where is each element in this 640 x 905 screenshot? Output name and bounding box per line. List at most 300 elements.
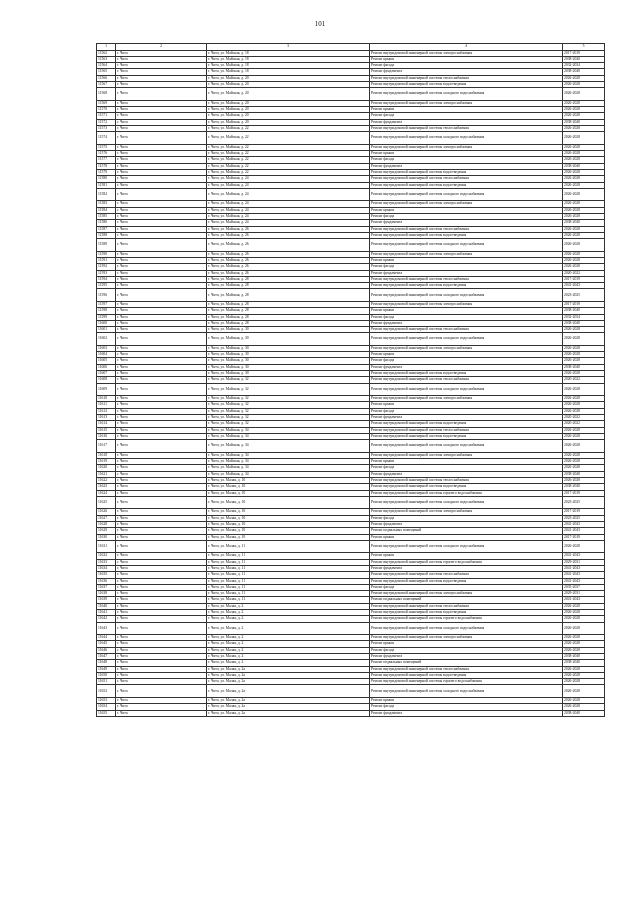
row-number-cell: 11589 — [97, 239, 116, 252]
period-cell: 2026-2028 — [563, 666, 605, 672]
row-number-cell: 11643 — [97, 622, 116, 635]
address-cell: г. Чита, ул. Майская, д. 24 — [207, 176, 370, 182]
row-number-cell: 11625 — [97, 496, 116, 509]
address-cell: г. Чита, ул. Майская, д. 18 — [207, 69, 370, 75]
address-cell: г. Чита, ул. Майская, д. 22 — [207, 125, 370, 131]
period-cell: 2038-2040 — [563, 119, 605, 125]
address-cell: г. Чита, ул. Майская, д. 28 — [207, 308, 370, 314]
period-cell: 2026-2028 — [563, 169, 605, 175]
row-number-cell: 11586 — [97, 220, 116, 226]
municipality-cell: г. Чита — [116, 107, 207, 113]
period-cell: 2026-2028 — [563, 81, 605, 87]
period-cell: 2026-2028 — [563, 459, 605, 465]
municipality-cell: г. Чита — [116, 653, 207, 659]
municipality-cell: г. Чита — [116, 75, 207, 81]
address-cell: г. Чита, ул. Майская, д. 30 — [207, 352, 370, 358]
address-cell: г. Чита, ул. Малая, д. 10 — [207, 484, 370, 490]
row-number-cell: 11573 — [97, 125, 116, 131]
address-cell: г. Чита, ул. Малая, д. 11 — [207, 597, 370, 603]
row-number-cell: 11591 — [97, 257, 116, 263]
work-type-cell: Ремонт внутридомовой инженерной системы холодного водоснабжения — [370, 540, 563, 553]
address-cell: г. Чита, ул. Майская, д. 20 — [207, 75, 370, 81]
period-cell: 2041-2043 — [563, 553, 605, 559]
row-number-cell: 11610 — [97, 396, 116, 402]
address-cell: г. Чита, ул. Малая, д. 2 — [207, 616, 370, 622]
municipality-cell: г. Чита — [116, 100, 207, 106]
row-number-cell: 11644 — [97, 635, 116, 641]
work-type-cell: Ремонт внутридомовой инженерной системы электроснабжения — [370, 251, 563, 257]
work-type-cell: Ремонт внутридомовой инженерной системы электроснабжения — [370, 396, 563, 402]
address-cell: г. Чита, ул. Малая, д. 2а — [207, 710, 370, 716]
period-cell: 2038-2040 — [563, 220, 605, 226]
row-number-cell: 11587 — [97, 226, 116, 232]
work-type-cell: Ремонт фасада — [370, 264, 563, 270]
period-cell: 2020-2022 — [563, 377, 605, 383]
row-number-cell: 11639 — [97, 597, 116, 603]
address-cell: г. Чита, ул. Майская, д. 34 — [207, 433, 370, 439]
municipality-cell: г. Чита — [116, 584, 207, 590]
municipality-cell: г. Чита — [116, 383, 207, 396]
municipality-cell: г. Чита — [116, 622, 207, 635]
row-number-cell: 11638 — [97, 591, 116, 597]
municipality-cell: г. Чита — [116, 679, 207, 685]
period-cell: 2017-2019 — [563, 50, 605, 56]
work-type-cell: Ремонт фасада — [370, 704, 563, 710]
table-row — [97, 188, 605, 201]
municipality-cell: г. Чита — [116, 188, 207, 201]
period-cell: 2029-2031 — [563, 591, 605, 597]
work-type-cell: Ремонт фундамента — [370, 415, 563, 421]
municipality-cell: г. Чита — [116, 685, 207, 698]
table-row — [97, 710, 605, 716]
municipality-cell: г. Чита — [116, 63, 207, 69]
row-number-cell: 11607 — [97, 371, 116, 377]
period-cell: 2038-2040 — [563, 56, 605, 62]
row-number-cell: 11640 — [97, 603, 116, 609]
row-number-cell: 11649 — [97, 666, 116, 672]
period-cell: 2026-2028 — [563, 113, 605, 119]
municipality-cell: г. Чита — [116, 515, 207, 521]
period-cell: 2026-2028 — [563, 704, 605, 710]
municipality-cell: г. Чита — [116, 264, 207, 270]
municipality-cell: г. Чита — [116, 660, 207, 666]
municipality-cell: г. Чита — [116, 471, 207, 477]
municipality-cell: г. Чита — [116, 421, 207, 427]
table-row — [97, 132, 605, 145]
period-cell: 2023-2025 — [563, 289, 605, 302]
municipality-cell: г. Чита — [116, 251, 207, 257]
address-cell: г. Чита, ул. Майская, д. 34 — [207, 459, 370, 465]
row-number-cell: 11574 — [97, 132, 116, 145]
municipality-cell: г. Чита — [116, 157, 207, 163]
period-cell: 2026-2028 — [563, 603, 605, 609]
period-cell: 2032-2034 — [563, 314, 605, 320]
row-number-cell: 11636 — [97, 578, 116, 584]
work-type-cell: Ремонт крыши — [370, 107, 563, 113]
work-type-cell: Ремонт фасада — [370, 314, 563, 320]
period-cell: 2038-2040 — [563, 69, 605, 75]
address-cell: г. Чита, ул. Майская, д. 18 — [207, 63, 370, 69]
address-cell: г. Чита, ул. Майская, д. 28 — [207, 276, 370, 282]
work-type-cell: Ремонт внутридомовой инженерной системы холодного водоснабжения — [370, 333, 563, 346]
address-cell: г. Чита, ул. Майская, д. 30 — [207, 371, 370, 377]
municipality-cell: г. Чита — [116, 553, 207, 559]
period-cell: 2017-2019 — [563, 301, 605, 307]
row-number-cell: 11604 — [97, 352, 116, 358]
row-number-cell: 11588 — [97, 232, 116, 238]
row-number-cell: 11600 — [97, 320, 116, 326]
municipality-cell: г. Чита — [116, 666, 207, 672]
address-cell: г. Чита, ул. Майская, д. 20 — [207, 107, 370, 113]
period-cell: 2020-2022 — [563, 270, 605, 276]
address-cell: г. Чита, ул. Майская, д. 22 — [207, 169, 370, 175]
work-type-cell: Ремонт фундамента — [370, 163, 563, 169]
address-cell: г. Чита, ул. Майская, д. 22 — [207, 151, 370, 157]
address-cell: г. Чита, ул. Малая, д. 2 — [207, 641, 370, 647]
work-type-cell: Ремонт внутридомовой инженерной системы теплоснабжения — [370, 125, 563, 131]
period-cell: 2026-2028 — [563, 622, 605, 635]
table-row — [97, 383, 605, 396]
work-type-cell: Ремонт крыши — [370, 207, 563, 213]
municipality-cell: г. Чита — [116, 459, 207, 465]
period-cell: 2038-2040 — [563, 320, 605, 326]
work-type-cell: Ремонт внутридомовой инженерной системы электроснабжения — [370, 144, 563, 150]
address-cell: г. Чита, ул. Майская, д. 28 — [207, 301, 370, 307]
work-type-cell: Ремонт крыши — [370, 257, 563, 263]
period-cell: 2026-2028 — [563, 75, 605, 81]
municipality-cell: г. Чита — [116, 528, 207, 534]
work-type-cell: Ремонт внутридомовой инженерной системы электроснабжения — [370, 591, 563, 597]
municipality-cell: г. Чита — [116, 213, 207, 219]
period-cell: 2026-2028 — [563, 232, 605, 238]
municipality-cell: г. Чита — [116, 559, 207, 565]
work-type-cell: Ремонт внутридомовой инженерной системы электроснабжения — [370, 509, 563, 515]
work-type-cell: Ремонт фундамента — [370, 710, 563, 716]
address-cell: г. Чита, ул. Майская, д. 20 — [207, 113, 370, 119]
municipality-cell: г. Чита — [116, 333, 207, 346]
address-cell: г. Чита, ул. Малая, д. 2 — [207, 609, 370, 615]
period-cell: 2026-2028 — [563, 433, 605, 439]
address-cell: г. Чита, ул. Майская, д. 34 — [207, 427, 370, 433]
period-cell: 2026-2028 — [563, 201, 605, 207]
page-number: 101 — [314, 20, 326, 28]
municipality-cell: г. Чита — [116, 226, 207, 232]
work-type-cell: Ремонт фасада — [370, 408, 563, 414]
table-row — [97, 540, 605, 553]
period-cell: 2026-2028 — [563, 402, 605, 408]
address-cell: г. Чита, ул. Майская, д. 26 — [207, 264, 370, 270]
row-number-cell: 11632 — [97, 553, 116, 559]
municipality-cell: г. Чита — [116, 641, 207, 647]
work-type-cell: Ремонт внутридомовой инженерной системы электроснабжения — [370, 635, 563, 641]
period-cell: 2026-2028 — [563, 157, 605, 163]
work-type-cell: Ремонт крыши — [370, 151, 563, 157]
municipality-cell: г. Чита — [116, 113, 207, 119]
address-cell: г. Чита, ул. Малая, д. 2 — [207, 603, 370, 609]
address-cell: г. Чита, ул. Малая, д. 2а — [207, 704, 370, 710]
row-number-cell: 11567 — [97, 81, 116, 87]
period-cell: 2026-2028 — [563, 697, 605, 703]
work-type-cell: Ремонт фасада — [370, 213, 563, 219]
period-cell: 2041-2043 — [563, 283, 605, 289]
municipality-cell: г. Чита — [116, 270, 207, 276]
address-cell: г. Чита, ул. Малая, д. 11 — [207, 559, 370, 565]
row-number-cell: 11577 — [97, 157, 116, 163]
work-type-cell: Ремонт внутридомовой инженерной системы холодного водоснабжения — [370, 685, 563, 698]
work-type-cell: Ремонт внутридомовой инженерной системы электроснабжения — [370, 201, 563, 207]
row-number-cell: 11652 — [97, 685, 116, 698]
row-number-cell: 11627 — [97, 515, 116, 521]
table-row — [97, 622, 605, 635]
work-type-cell: Ремонт внутридомовой инженерной системы теплоснабжения — [370, 226, 563, 232]
row-number-cell: 11622 — [97, 477, 116, 483]
work-type-cell: Ремонт фундамента — [370, 220, 563, 226]
row-number-cell: 11578 — [97, 163, 116, 169]
address-cell: г. Чита, ул. Майская, д. 32 — [207, 383, 370, 396]
municipality-cell: г. Чита — [116, 647, 207, 653]
work-type-cell: Ремонт фасада — [370, 647, 563, 653]
municipality-cell: г. Чита — [116, 144, 207, 150]
municipality-cell: г. Чита — [116, 201, 207, 207]
period-cell: 2026-2028 — [563, 107, 605, 113]
municipality-cell: г. Чита — [116, 283, 207, 289]
work-type-cell: Ремонт внутридомовой инженерной системы водоотведения — [370, 484, 563, 490]
work-type-cell: Ремонт фундамента — [370, 521, 563, 527]
work-type-cell: Ремонт фасада — [370, 113, 563, 119]
address-cell: г. Чита, ул. Майская, д. 32 — [207, 408, 370, 414]
work-type-cell: Ремонт внутридомовой инженерной системы теплоснабжения — [370, 176, 563, 182]
row-number-cell: 11605 — [97, 358, 116, 364]
period-cell: 2023-2025 — [563, 515, 605, 521]
row-number-cell: 11609 — [97, 383, 116, 396]
row-number-cell: 11654 — [97, 704, 116, 710]
period-cell: 2020-2022 — [563, 415, 605, 421]
row-number-cell: 11585 — [97, 213, 116, 219]
address-cell: г. Чита, ул. Майская, д. 20 — [207, 100, 370, 106]
row-number-cell: 11566 — [97, 75, 116, 81]
address-cell: г. Чита, ул. Майская, д. 30 — [207, 345, 370, 351]
period-cell: 2026-2028 — [563, 477, 605, 483]
address-cell: г. Чита, ул. Майская, д. 20 — [207, 88, 370, 101]
row-number-cell: 11584 — [97, 207, 116, 213]
address-cell: г. Чита, ул. Малая, д. 2 — [207, 660, 370, 666]
address-cell: г. Чита, ул. Майская, д. 22 — [207, 163, 370, 169]
period-cell: 2041-2043 — [563, 597, 605, 603]
table-row — [97, 440, 605, 453]
municipality-cell: г. Чита — [116, 182, 207, 188]
row-number-cell: 11575 — [97, 144, 116, 150]
work-type-cell: Ремонт внутридомовой инженерной системы электроснабжения — [370, 100, 563, 106]
work-type-cell: Ремонт внутридомовой инженерной системы водоотведения — [370, 283, 563, 289]
municipality-cell: г. Чита — [116, 427, 207, 433]
period-cell: 2026-2028 — [563, 257, 605, 263]
work-type-cell: Ремонт фундамента — [370, 119, 563, 125]
address-cell: г. Чита, ул. Малая, д. 10 — [207, 515, 370, 521]
municipality-cell: г. Чита — [116, 591, 207, 597]
work-type-cell: Ремонт фундамента — [370, 270, 563, 276]
row-number-cell: 11629 — [97, 528, 116, 534]
row-number-cell: 11614 — [97, 421, 116, 427]
work-type-cell: Ремонт внутридомовой инженерной системы водоотведения — [370, 421, 563, 427]
period-cell: 2026-2028 — [563, 352, 605, 358]
period-cell: 2038-2040 — [563, 653, 605, 659]
municipality-cell: г. Чита — [116, 496, 207, 509]
row-number-cell: 11637 — [97, 584, 116, 590]
row-number-cell: 11623 — [97, 484, 116, 490]
address-cell: г. Чита, ул. Майская, д. 30 — [207, 358, 370, 364]
period-cell: 2026-2028 — [563, 345, 605, 351]
work-type-cell: Ремонт внутридомовой инженерной системы холодного водоснабжения — [370, 496, 563, 509]
row-number-cell: 11655 — [97, 710, 116, 716]
work-type-cell: Ремонт внутридомовой инженерной системы холодного водоснабжения — [370, 383, 563, 396]
period-cell: 2026-2028 — [563, 358, 605, 364]
period-cell: 2026-2028 — [563, 647, 605, 653]
table-row — [97, 239, 605, 252]
row-number-cell: 11562 — [97, 50, 116, 56]
municipality-cell: г. Чита — [116, 119, 207, 125]
work-type-cell: Ремонт внутридомовой инженерной системы водоотведения — [370, 169, 563, 175]
address-cell: г. Чита, ул. Майская, д. 32 — [207, 421, 370, 427]
row-number-cell: 11563 — [97, 56, 116, 62]
row-number-cell: 11635 — [97, 572, 116, 578]
municipality-cell: г. Чита — [116, 484, 207, 490]
address-cell: г. Чита, ул. Майская, д. 28 — [207, 289, 370, 302]
address-cell: г. Чита, ул. Малая, д. 2 — [207, 647, 370, 653]
work-type-cell: Ремонт фундамента — [370, 565, 563, 571]
municipality-cell: г. Чита — [116, 490, 207, 496]
address-cell: г. Чита, ул. Майская, д. 30 — [207, 327, 370, 333]
municipality-cell: г. Чита — [116, 408, 207, 414]
row-number-cell: 11599 — [97, 314, 116, 320]
work-type-cell: Ремонт внутридомовой инженерной системы водоотведения — [370, 81, 563, 87]
work-type-cell: Ремонт внутридомовой инженерной системы горячего водоснабжения — [370, 616, 563, 622]
period-cell: 2026-2028 — [563, 427, 605, 433]
work-type-cell: Ремонт крыши — [370, 697, 563, 703]
row-number-cell: 11626 — [97, 509, 116, 515]
address-cell: г. Чита, ул. Малая, д. 11 — [207, 591, 370, 597]
work-type-cell: Ремонт подвальных помещений — [370, 660, 563, 666]
row-number-cell: 11595 — [97, 283, 116, 289]
municipality-cell: г. Чита — [116, 565, 207, 571]
row-number-cell: 11602 — [97, 333, 116, 346]
work-type-cell: Ремонт фасада — [370, 63, 563, 69]
municipality-cell: г. Чита — [116, 345, 207, 351]
period-cell: 2038-2040 — [563, 364, 605, 370]
municipality-cell: г. Чита — [116, 320, 207, 326]
municipality-cell: г. Чита — [116, 509, 207, 515]
period-cell: 2023-2025 — [563, 496, 605, 509]
row-number-cell: 11613 — [97, 415, 116, 421]
work-type-cell: Ремонт внутридомовой инженерной системы горячего водоснабжения — [370, 679, 563, 685]
municipality-cell: г. Чита — [116, 50, 207, 56]
row-number-cell: 11618 — [97, 452, 116, 458]
municipality-cell: г. Чита — [116, 207, 207, 213]
table-row — [97, 289, 605, 302]
row-number-cell: 11572 — [97, 119, 116, 125]
period-cell: 2026-2028 — [563, 132, 605, 145]
period-cell: 2026-2028 — [563, 264, 605, 270]
work-type-cell: Ремонт внутридомовой инженерной системы водоотведения — [370, 371, 563, 377]
row-number-cell: 11624 — [97, 490, 116, 496]
period-cell: 2026-2028 — [563, 685, 605, 698]
municipality-cell: г. Чита — [116, 465, 207, 471]
address-cell: г. Чита, ул. Малая, д. 10 — [207, 496, 370, 509]
municipality-cell: г. Чита — [116, 578, 207, 584]
period-cell: 2038-2040 — [563, 471, 605, 477]
municipality-cell: г. Чита — [116, 125, 207, 131]
work-type-cell: Ремонт внутридомовой инженерной системы электроснабжения — [370, 345, 563, 351]
period-cell: 2026-2028 — [563, 396, 605, 402]
work-type-cell: Ремонт внутридомовой инженерной системы теплоснабжения — [370, 327, 563, 333]
municipality-cell: г. Чита — [116, 616, 207, 622]
municipality-cell: г. Чита — [116, 433, 207, 439]
address-cell: г. Чита, ул. Малая, д. 2 — [207, 653, 370, 659]
row-number-cell: 11651 — [97, 679, 116, 685]
municipality-cell: г. Чита — [116, 276, 207, 282]
period-cell: 2026-2028 — [563, 327, 605, 333]
row-number-cell: 11630 — [97, 534, 116, 540]
municipality-cell: г. Чита — [116, 220, 207, 226]
row-number-cell: 11565 — [97, 69, 116, 75]
address-cell: г. Чита, ул. Майская, д. 26 — [207, 239, 370, 252]
period-cell: 2026-2028 — [563, 452, 605, 458]
municipality-cell: г. Чита — [116, 56, 207, 62]
row-number-cell: 11592 — [97, 264, 116, 270]
municipality-cell: г. Чита — [116, 239, 207, 252]
address-cell: г. Чита, ул. Майская, д. 26 — [207, 251, 370, 257]
address-cell: г. Чита, ул. Малая, д. 2а — [207, 672, 370, 678]
period-cell: 2026-2028 — [563, 383, 605, 396]
work-type-cell: Ремонт внутридомовой инженерной системы теплоснабжения — [370, 666, 563, 672]
municipality-cell: г. Чита — [116, 452, 207, 458]
work-type-cell: Ремонт внутридомовой инженерной системы теплоснабжения — [370, 427, 563, 433]
period-cell: 2026-2028 — [563, 540, 605, 553]
municipality-cell: г. Чита — [116, 697, 207, 703]
address-cell: г. Чита, ул. Малая, д. 2 — [207, 622, 370, 635]
address-cell: г. Чита, ул. Малая, д. 11 — [207, 565, 370, 571]
address-cell: г. Чита, ул. Майская, д. 18 — [207, 50, 370, 56]
row-number-cell: 11571 — [97, 113, 116, 119]
period-cell: 2038-2040 — [563, 163, 605, 169]
period-cell: 2026-2028 — [563, 616, 605, 622]
row-number-cell: 11615 — [97, 427, 116, 433]
table-body — [97, 50, 605, 716]
address-cell: г. Чита, ул. Майская, д. 22 — [207, 144, 370, 150]
row-number-cell: 11606 — [97, 364, 116, 370]
municipality-cell: г. Чита — [116, 371, 207, 377]
period-cell: 2026-2028 — [563, 226, 605, 232]
period-cell: 2026-2028 — [563, 465, 605, 471]
row-number-cell: 11647 — [97, 653, 116, 659]
address-cell: г. Чита, ул. Майская, д. 26 — [207, 226, 370, 232]
row-number-cell: 11641 — [97, 609, 116, 615]
row-number-cell: 11579 — [97, 169, 116, 175]
period-cell: 2026-2028 — [563, 213, 605, 219]
row-number-cell: 11569 — [97, 100, 116, 106]
address-cell: г. Чита, ул. Майская, д. 34 — [207, 471, 370, 477]
address-cell: г. Чита, ул. Малая, д. 2а — [207, 679, 370, 685]
period-cell: 2017-2019 — [563, 534, 605, 540]
row-number-cell: 11616 — [97, 433, 116, 439]
period-cell: 2017-2019 — [563, 490, 605, 496]
municipality-cell: г. Чита — [116, 635, 207, 641]
municipality-cell: г. Чита — [116, 308, 207, 314]
row-number-cell: 11645 — [97, 641, 116, 647]
work-type-cell: Ремонт внутридомовой инженерной системы водоотведения — [370, 182, 563, 188]
period-cell: 2026-2028 — [563, 251, 605, 257]
work-type-cell: Ремонт внутридомовой инженерной системы холодного водоснабжения — [370, 88, 563, 101]
address-cell: г. Чита, ул. Майская, д. 22 — [207, 132, 370, 145]
